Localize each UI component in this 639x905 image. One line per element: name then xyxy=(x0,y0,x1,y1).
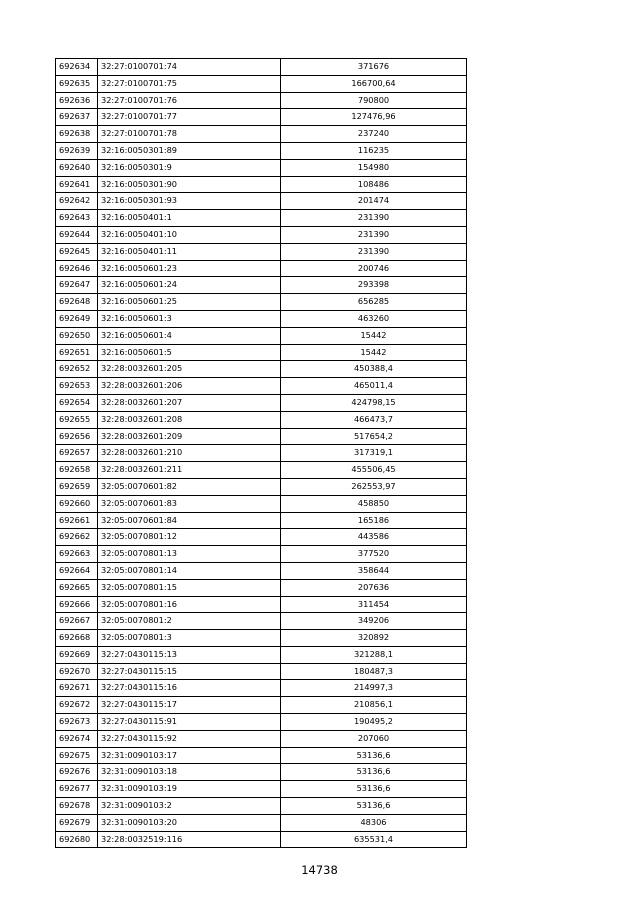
table-row xyxy=(56,92,467,109)
cadastral-number-cell: 32:16:0050301:89 xyxy=(98,142,281,159)
table-row xyxy=(56,445,467,462)
value-cell: 53136,6 xyxy=(281,781,467,798)
value-cell: 790800 xyxy=(281,92,467,109)
row-number-cell: 692666 xyxy=(56,596,98,613)
value-cell: 424798,15 xyxy=(281,394,467,411)
row-number-cell: 692646 xyxy=(56,260,98,277)
cadastral-number-cell: 32:16:0050601:25 xyxy=(98,294,281,311)
table-row xyxy=(56,411,467,428)
cadastral-number-cell: 32:05:0070801:14 xyxy=(98,562,281,579)
value-cell: 214997,3 xyxy=(281,680,467,697)
row-number-cell: 692674 xyxy=(56,730,98,747)
table-row xyxy=(56,142,467,159)
row-number-cell: 692656 xyxy=(56,428,98,445)
cadastral-number-cell: 32:27:0430115:13 xyxy=(98,646,281,663)
table-row xyxy=(56,176,467,193)
row-number-cell: 692675 xyxy=(56,747,98,764)
table-row xyxy=(56,714,467,731)
cadastral-number-cell: 32:28:0032601:209 xyxy=(98,428,281,445)
table-row xyxy=(56,394,467,411)
cadastral-number-cell: 32:16:0050601:3 xyxy=(98,310,281,327)
table-row xyxy=(56,226,467,243)
value-cell: 231390 xyxy=(281,243,467,260)
row-number-cell: 692667 xyxy=(56,613,98,630)
value-cell: 15442 xyxy=(281,344,467,361)
row-number-cell: 692668 xyxy=(56,630,98,647)
row-number-cell: 692657 xyxy=(56,445,98,462)
value-cell: 635531,4 xyxy=(281,831,467,848)
cadastral-number-cell: 32:31:0090103:19 xyxy=(98,781,281,798)
cadastral-number-cell: 32:05:0070801:12 xyxy=(98,529,281,546)
cadastral-number-cell: 32:31:0090103:18 xyxy=(98,764,281,781)
table-row xyxy=(56,747,467,764)
row-number-cell: 692651 xyxy=(56,344,98,361)
row-number-cell: 692645 xyxy=(56,243,98,260)
table-row xyxy=(56,109,467,126)
value-cell: 311454 xyxy=(281,596,467,613)
value-cell: 377520 xyxy=(281,546,467,563)
value-cell: 15442 xyxy=(281,327,467,344)
row-number-cell: 692660 xyxy=(56,495,98,512)
value-cell: 262553,97 xyxy=(281,478,467,495)
value-cell: 190495,2 xyxy=(281,714,467,731)
table-row xyxy=(56,697,467,714)
row-number-cell: 692664 xyxy=(56,562,98,579)
cadastral-number-cell: 32:28:0032601:207 xyxy=(98,394,281,411)
row-number-cell: 692642 xyxy=(56,193,98,210)
value-cell: 53136,6 xyxy=(281,747,467,764)
cadastral-number-cell: 32:05:0070801:3 xyxy=(98,630,281,647)
cadastral-number-cell: 32:28:0032601:211 xyxy=(98,462,281,479)
value-cell: 116235 xyxy=(281,142,467,159)
cadastral-number-cell: 32:27:0100701:76 xyxy=(98,92,281,109)
row-number-cell: 692639 xyxy=(56,142,98,159)
value-cell: 463260 xyxy=(281,310,467,327)
value-cell: 154980 xyxy=(281,159,467,176)
cadastral-number-cell: 32:31:0090103:20 xyxy=(98,814,281,831)
row-number-cell: 692670 xyxy=(56,663,98,680)
value-cell: 127476,96 xyxy=(281,109,467,126)
value-cell: 517654,2 xyxy=(281,428,467,445)
table-row xyxy=(56,730,467,747)
cadastral-number-cell: 32:27:0430115:16 xyxy=(98,680,281,697)
row-number-cell: 692635 xyxy=(56,75,98,92)
value-cell: 443586 xyxy=(281,529,467,546)
value-cell: 207060 xyxy=(281,730,467,747)
value-cell: 349206 xyxy=(281,613,467,630)
cadastral-number-cell: 32:27:0100701:74 xyxy=(98,59,281,76)
row-number-cell: 692680 xyxy=(56,831,98,848)
table-row xyxy=(56,579,467,596)
table-row xyxy=(56,159,467,176)
value-cell: 320892 xyxy=(281,630,467,647)
row-number-cell: 692678 xyxy=(56,798,98,815)
cadastral-number-cell: 32:28:0032601:208 xyxy=(98,411,281,428)
cadastral-number-cell: 32:05:0070801:16 xyxy=(98,596,281,613)
table-row xyxy=(56,75,467,92)
value-cell: 466473,7 xyxy=(281,411,467,428)
cadastral-number-cell: 32:05:0070601:84 xyxy=(98,512,281,529)
cadastral-number-cell: 32:28:0032519:116 xyxy=(98,831,281,848)
row-number-cell: 692638 xyxy=(56,126,98,143)
table-row xyxy=(56,512,467,529)
row-number-cell: 692637 xyxy=(56,109,98,126)
cadastral-number-cell: 32:27:0100701:77 xyxy=(98,109,281,126)
cadastral-number-cell: 32:16:0050601:24 xyxy=(98,277,281,294)
value-cell: 231390 xyxy=(281,210,467,227)
row-number-cell: 692658 xyxy=(56,462,98,479)
page-number: 14738 xyxy=(301,863,338,877)
row-number-cell: 692654 xyxy=(56,394,98,411)
value-cell: 207636 xyxy=(281,579,467,596)
table-row xyxy=(56,596,467,613)
row-number-cell: 692648 xyxy=(56,294,98,311)
value-cell: 200746 xyxy=(281,260,467,277)
table-row xyxy=(56,831,467,848)
cadastral-number-cell: 32:27:0430115:92 xyxy=(98,730,281,747)
table-row xyxy=(56,310,467,327)
table-row xyxy=(56,378,467,395)
cadastral-number-cell: 32:16:0050301:93 xyxy=(98,193,281,210)
table-row xyxy=(56,630,467,647)
table-row xyxy=(56,562,467,579)
table-row xyxy=(56,260,467,277)
value-cell: 166700,64 xyxy=(281,75,467,92)
value-cell: 201474 xyxy=(281,193,467,210)
row-number-cell: 692673 xyxy=(56,714,98,731)
value-cell: 321288,1 xyxy=(281,646,467,663)
row-number-cell: 692650 xyxy=(56,327,98,344)
table-row xyxy=(56,277,467,294)
registry-table xyxy=(55,58,467,848)
cadastral-number-cell: 32:16:0050401:11 xyxy=(98,243,281,260)
cadastral-number-cell: 32:31:0090103:17 xyxy=(98,747,281,764)
cadastral-number-cell: 32:27:0430115:15 xyxy=(98,663,281,680)
row-number-cell: 692677 xyxy=(56,781,98,798)
table-row xyxy=(56,613,467,630)
table-row xyxy=(56,495,467,512)
row-number-cell: 692669 xyxy=(56,646,98,663)
cadastral-number-cell: 32:27:0430115:91 xyxy=(98,714,281,731)
table-row xyxy=(56,546,467,563)
cadastral-number-cell: 32:16:0050601:4 xyxy=(98,327,281,344)
row-number-cell: 692652 xyxy=(56,361,98,378)
value-cell: 210856,1 xyxy=(281,697,467,714)
row-number-cell: 692649 xyxy=(56,310,98,327)
table-row xyxy=(56,243,467,260)
cadastral-number-cell: 32:05:0070801:2 xyxy=(98,613,281,630)
value-cell: 48306 xyxy=(281,814,467,831)
row-number-cell: 692636 xyxy=(56,92,98,109)
row-number-cell: 692679 xyxy=(56,814,98,831)
registry-table-body xyxy=(56,59,467,848)
row-number-cell: 692641 xyxy=(56,176,98,193)
value-cell: 53136,6 xyxy=(281,764,467,781)
value-cell: 358644 xyxy=(281,562,467,579)
table-row xyxy=(56,478,467,495)
cadastral-number-cell: 32:16:0050301:9 xyxy=(98,159,281,176)
cadastral-number-cell: 32:27:0430115:17 xyxy=(98,697,281,714)
value-cell: 317319,1 xyxy=(281,445,467,462)
table-row xyxy=(56,663,467,680)
row-number-cell: 692653 xyxy=(56,378,98,395)
row-number-cell: 692655 xyxy=(56,411,98,428)
value-cell: 465011,4 xyxy=(281,378,467,395)
value-cell: 108486 xyxy=(281,176,467,193)
cadastral-number-cell: 32:05:0070601:83 xyxy=(98,495,281,512)
cadastral-number-cell: 32:27:0100701:78 xyxy=(98,126,281,143)
value-cell: 231390 xyxy=(281,226,467,243)
cadastral-number-cell: 32:16:0050401:10 xyxy=(98,226,281,243)
cadastral-number-cell: 32:16:0050301:90 xyxy=(98,176,281,193)
cadastral-number-cell: 32:05:0070801:15 xyxy=(98,579,281,596)
row-number-cell: 692644 xyxy=(56,226,98,243)
row-number-cell: 692665 xyxy=(56,579,98,596)
table-row xyxy=(56,814,467,831)
value-cell: 165186 xyxy=(281,512,467,529)
cadastral-number-cell: 32:28:0032601:210 xyxy=(98,445,281,462)
row-number-cell: 692663 xyxy=(56,546,98,563)
table-row xyxy=(56,680,467,697)
table-row xyxy=(56,59,467,76)
value-cell: 53136,6 xyxy=(281,798,467,815)
value-cell: 180487,3 xyxy=(281,663,467,680)
row-number-cell: 692640 xyxy=(56,159,98,176)
row-number-cell: 692634 xyxy=(56,59,98,76)
cadastral-number-cell: 32:16:0050401:1 xyxy=(98,210,281,227)
value-cell: 455506,45 xyxy=(281,462,467,479)
row-number-cell: 692671 xyxy=(56,680,98,697)
cadastral-number-cell: 32:05:0070601:82 xyxy=(98,478,281,495)
table-row xyxy=(56,327,467,344)
row-number-cell: 692643 xyxy=(56,210,98,227)
value-cell: 371676 xyxy=(281,59,467,76)
table-row xyxy=(56,294,467,311)
row-number-cell: 692662 xyxy=(56,529,98,546)
table-row xyxy=(56,781,467,798)
value-cell: 656285 xyxy=(281,294,467,311)
row-number-cell: 692659 xyxy=(56,478,98,495)
table-row xyxy=(56,344,467,361)
row-number-cell: 692676 xyxy=(56,764,98,781)
row-number-cell: 692647 xyxy=(56,277,98,294)
cadastral-number-cell: 32:28:0032601:206 xyxy=(98,378,281,395)
value-cell: 237240 xyxy=(281,126,467,143)
table-row xyxy=(56,428,467,445)
cadastral-number-cell: 32:31:0090103:2 xyxy=(98,798,281,815)
table-row xyxy=(56,210,467,227)
table-row xyxy=(56,764,467,781)
table-row xyxy=(56,126,467,143)
table-row xyxy=(56,798,467,815)
table-row xyxy=(56,646,467,663)
table-row xyxy=(56,529,467,546)
table-row xyxy=(56,193,467,210)
cadastral-number-cell: 32:05:0070801:13 xyxy=(98,546,281,563)
value-cell: 293398 xyxy=(281,277,467,294)
row-number-cell: 692661 xyxy=(56,512,98,529)
value-cell: 450388,4 xyxy=(281,361,467,378)
table-row xyxy=(56,361,467,378)
value-cell: 458850 xyxy=(281,495,467,512)
cadastral-number-cell: 32:16:0050601:5 xyxy=(98,344,281,361)
cadastral-number-cell: 32:27:0100701:75 xyxy=(98,75,281,92)
cadastral-number-cell: 32:28:0032601:205 xyxy=(98,361,281,378)
cadastral-number-cell: 32:16:0050601:23 xyxy=(98,260,281,277)
table-row xyxy=(56,462,467,479)
row-number-cell: 692672 xyxy=(56,697,98,714)
